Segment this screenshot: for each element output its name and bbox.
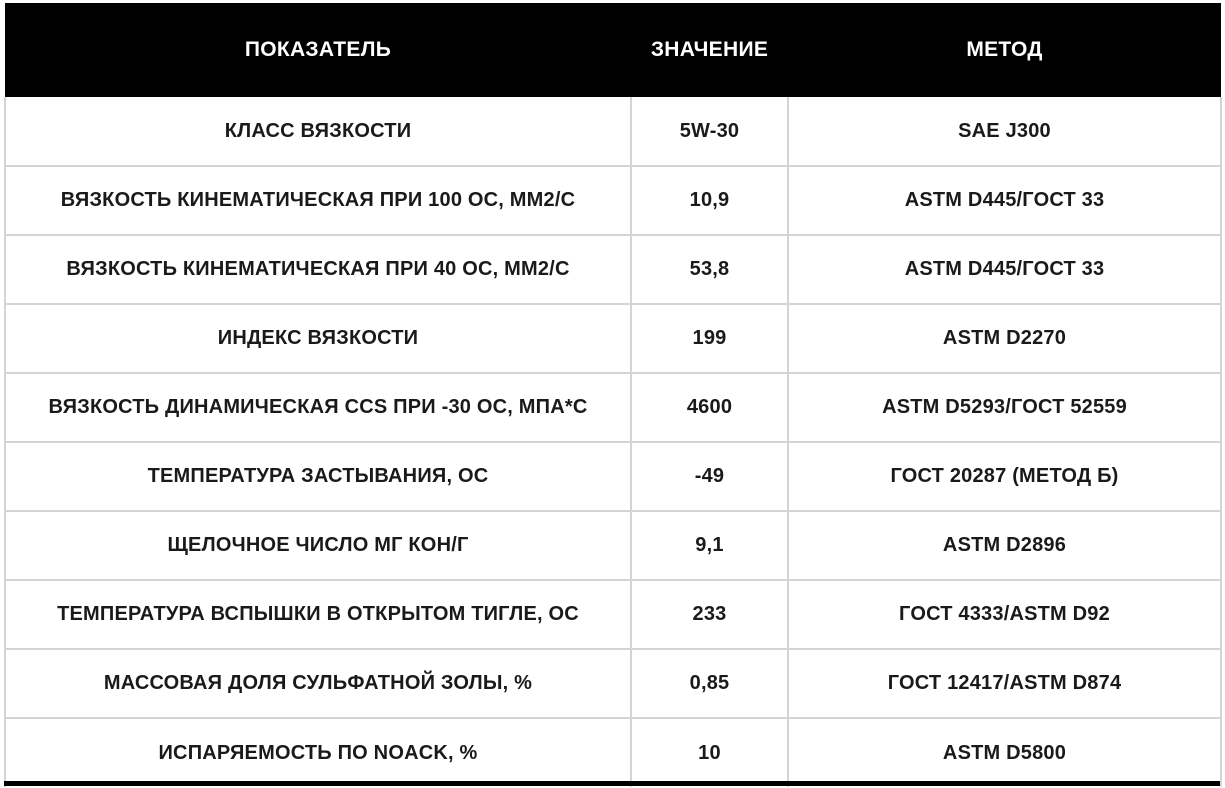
- table-row: [5, 718, 1221, 787]
- value-cell: 9,1: [631, 511, 788, 580]
- parameter-cell: ТЕМПЕРАТУРА ЗАСТЫВАНИЯ, ОС: [5, 442, 631, 511]
- parameter-cell: ВЯЗКОСТЬ ДИНАМИЧЕСКАЯ CCS ПРИ -30 ОС, МПА*С: [5, 373, 631, 442]
- header-value: ЗНАЧЕНИЕ: [650, 38, 769, 61]
- value-cell: 5W-30: [631, 97, 788, 166]
- table-row: [5, 649, 1221, 718]
- table-row: [5, 442, 1221, 511]
- table-body: [5, 97, 1221, 787]
- method-cell: ASTM D445/ГОСТ 33: [788, 235, 1221, 304]
- method-cell: ASTM D5800: [788, 718, 1221, 787]
- method-cell: ASTM D2896: [788, 511, 1221, 580]
- table-row: [5, 580, 1221, 649]
- value-cell: 10: [631, 718, 788, 787]
- table-header: [5, 3, 1221, 97]
- method-cell: ГОСТ 12417/ASTM D874: [788, 649, 1221, 718]
- method-cell: ASTM D5293/ГОСТ 52559: [788, 373, 1221, 442]
- method-cell: ASTM D2270: [788, 304, 1221, 373]
- spec-table: [4, 3, 1222, 787]
- parameter-cell: ИНДЕКС ВЯЗКОСТИ: [5, 304, 631, 373]
- table-bottom-rule: [4, 781, 1220, 786]
- value-cell: 53,8: [631, 235, 788, 304]
- value-cell: 233: [631, 580, 788, 649]
- header-method: МЕТОД: [966, 38, 1043, 61]
- header-parameter: ПОКАЗАТЕЛЬ: [244, 38, 392, 61]
- value-cell: 4600: [631, 373, 788, 442]
- parameter-cell: ВЯЗКОСТЬ КИНЕМАТИЧЕСКАЯ ПРИ 100 ОС, ММ2/С: [5, 166, 631, 235]
- table-row: [5, 373, 1221, 442]
- parameter-cell: ТЕМПЕРАТУРА ВСПЫШКИ В ОТКРЫТОМ ТИГЛЕ, ОС: [5, 580, 631, 649]
- table-row: [5, 235, 1221, 304]
- method-cell: ASTM D445/ГОСТ 33: [788, 166, 1221, 235]
- parameter-cell: ИСПАРЯЕМОСТЬ ПО NOACK, %: [5, 718, 631, 787]
- parameter-cell: ВЯЗКОСТЬ КИНЕМАТИЧЕСКАЯ ПРИ 40 ОС, ММ2/С: [5, 235, 631, 304]
- table-row: [5, 166, 1221, 235]
- table-row: [5, 304, 1221, 373]
- parameter-cell: КЛАСС ВЯЗКОСТИ: [5, 97, 631, 166]
- value-cell: 0,85: [631, 649, 788, 718]
- method-cell: ГОСТ 4333/ASTM D92: [788, 580, 1221, 649]
- table-row: [5, 511, 1221, 580]
- parameter-cell: МАССОВАЯ ДОЛЯ СУЛЬФАТНОЙ ЗОЛЫ, %: [5, 649, 631, 718]
- method-cell: ГОСТ 20287 (МЕТОД Б): [788, 442, 1221, 511]
- parameter-cell: ЩЕЛОЧНОЕ ЧИСЛО МГ КОН/Г: [5, 511, 631, 580]
- table-row: [5, 97, 1221, 166]
- value-cell: 10,9: [631, 166, 788, 235]
- header-row: [5, 3, 1221, 97]
- method-cell: SAE J300: [788, 97, 1221, 166]
- value-cell: -49: [631, 442, 788, 511]
- value-cell: 199: [631, 304, 788, 373]
